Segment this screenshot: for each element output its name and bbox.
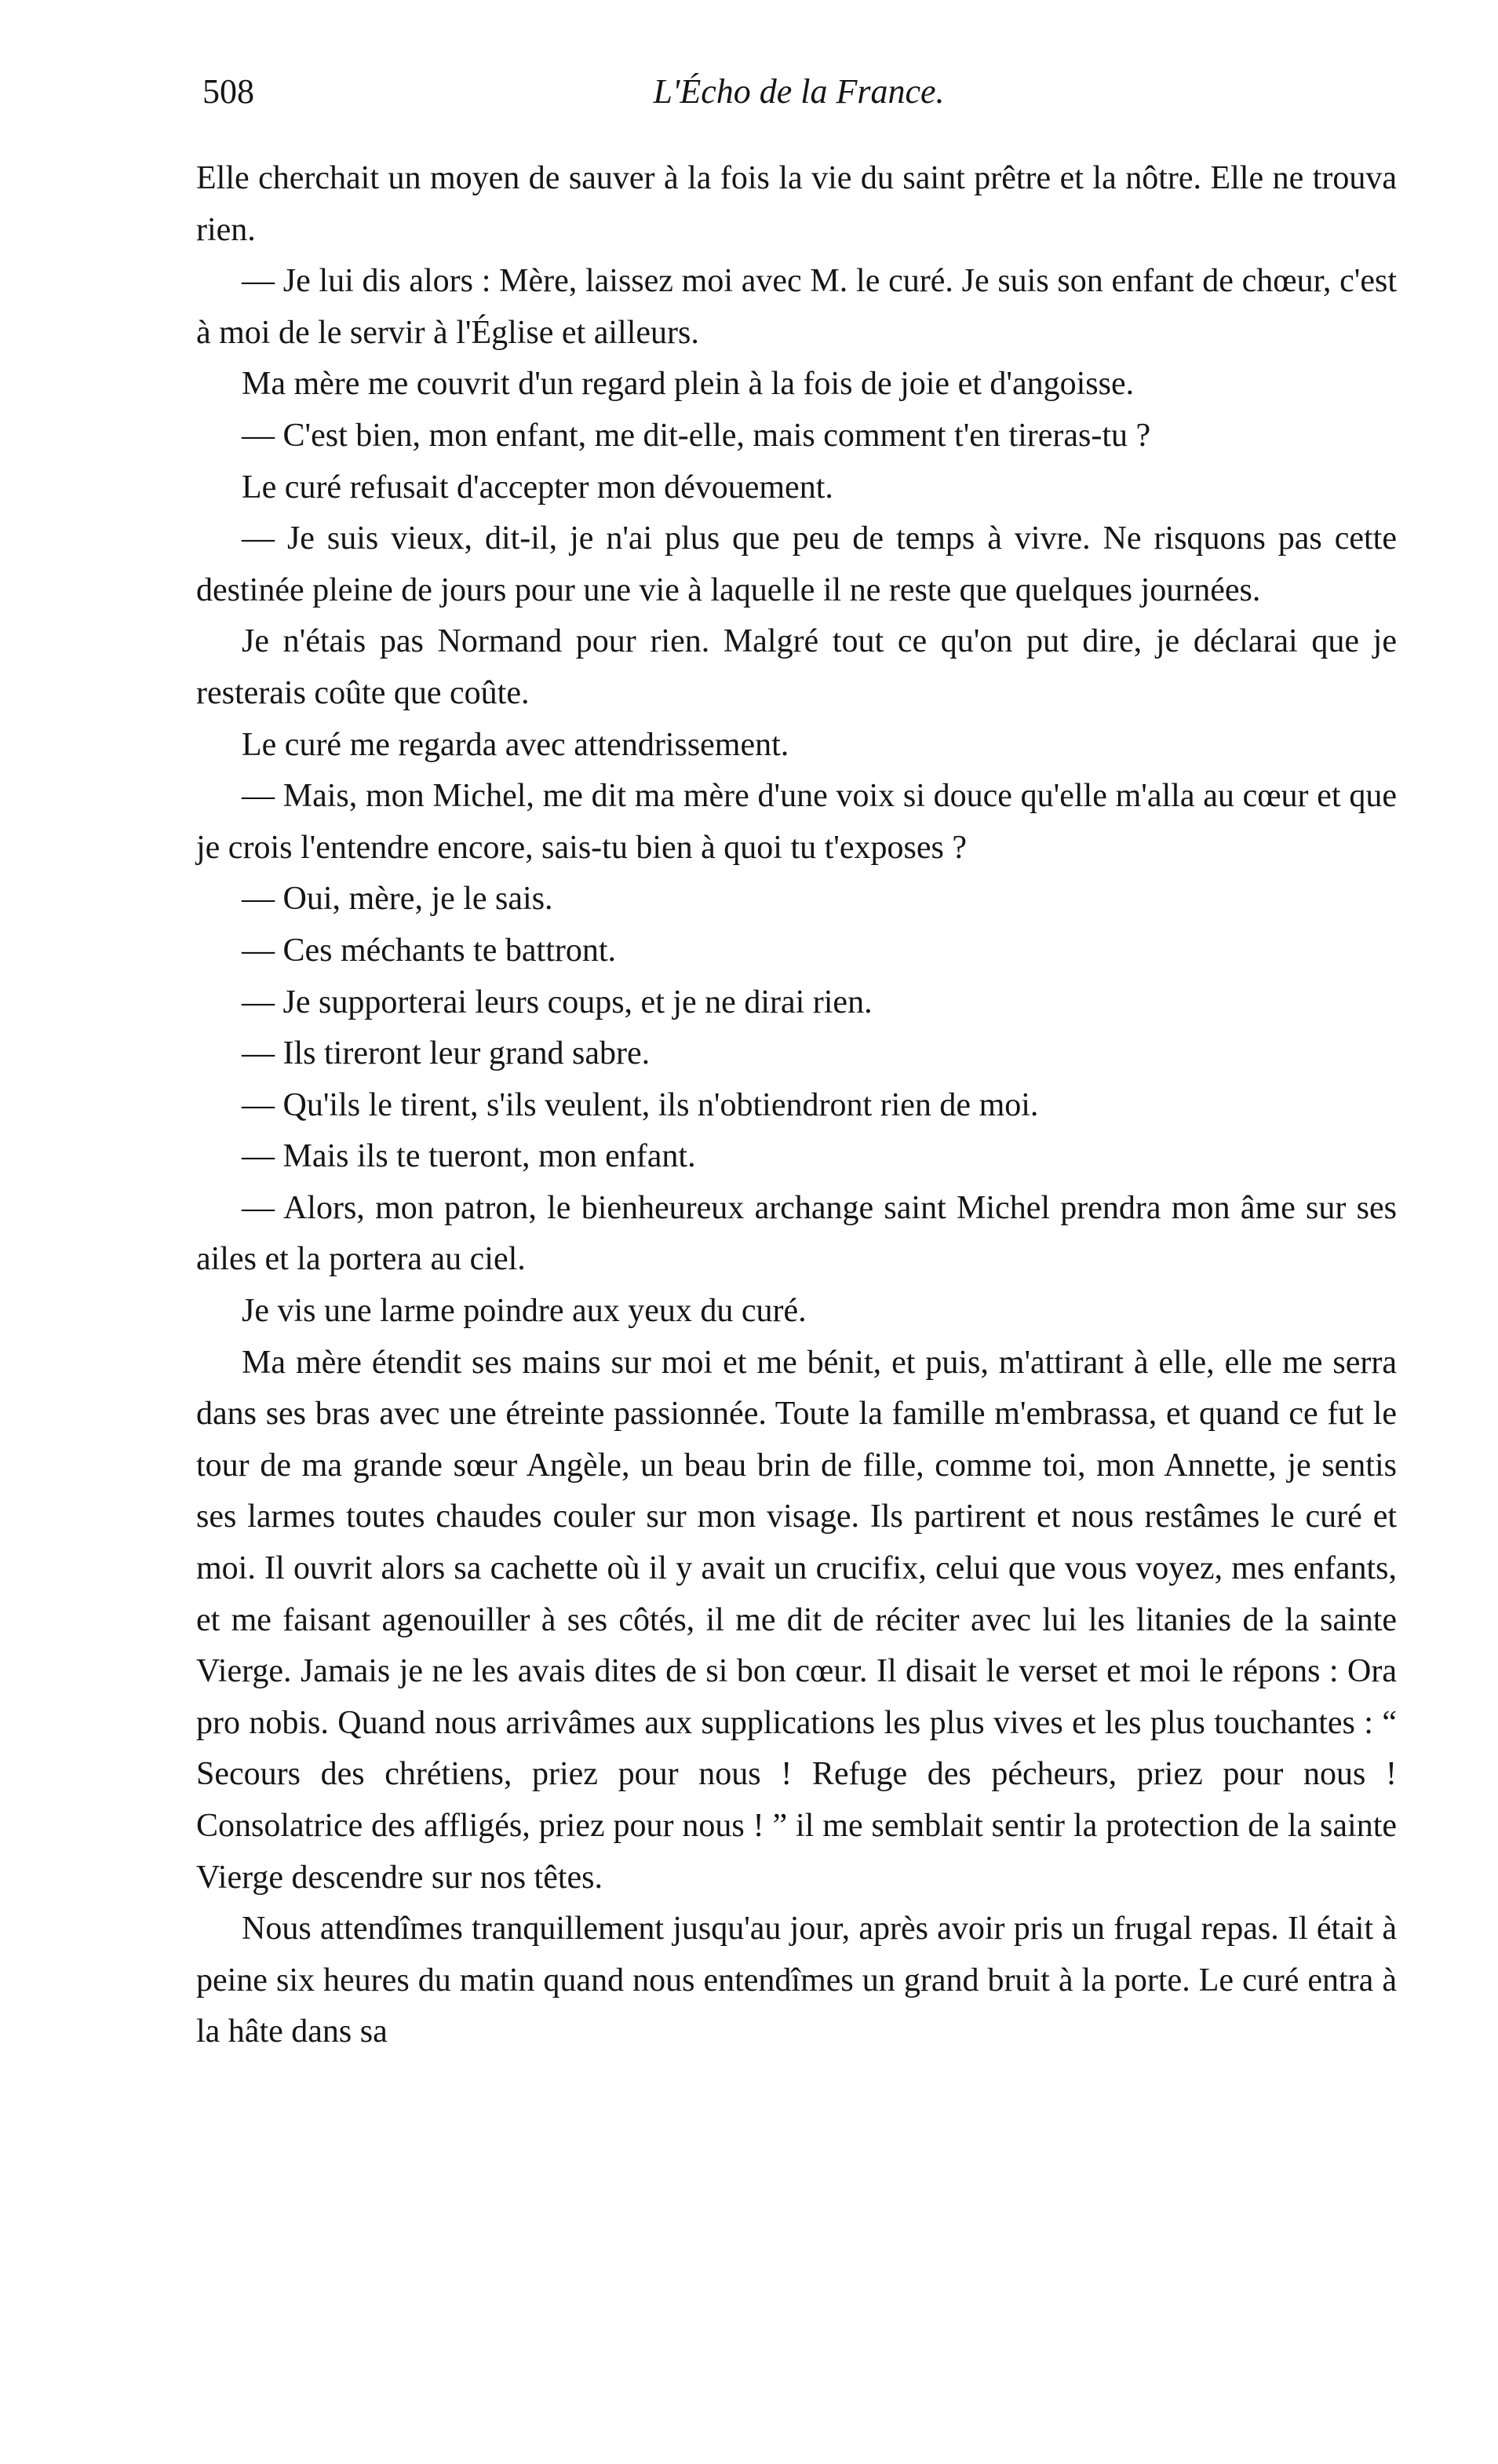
paragraph: — Ils tireront leur grand sabre.: [242, 1035, 651, 1072]
paragraph: — Mais, mon Michel, me dit ma mère d'une voix si douce qu'elle m'alla au cœur et que je crois l'entendre encore, sais-tu bien à quoi tu t'exposes ?: [196, 778, 1397, 866]
paragraph: Ma mère étendit ses mains sur moi et me bénit, et puis, m'attirant à elle, elle me serra dans ses bras avec une étreinte passionnée. Toute la famille m'embrassa, et quand ce fut le tour de ma grande sœur Angèle, un beau brin de fille, comme toi, mon Annette, je sentis ses larmes toutes chaudes couler sur mon visage. Ils partirent et nous restâmes le curé et moi. Il ouvrit alors sa cachette où il y avait un crucifix, celui que vous voyez, mes enfants, et me faisant agenouiller à ses côtés, il me dit de réciter avec lui les litanies de la sainte Vierge. Jamais je ne les avais dites de si bon cœur. Il disait le verset et moi le répons : Ora pro nobis. Quand nous arrivâmes aux supplications les plus vives et les plus touchantes : “ Secours des chrétiens, priez pour nous ! Refuge des pécheurs, priez pour nous ! Consolatrice des affligés, priez pour nous ! ” il me semblait sentir la protection de la sainte Vierge descendre sur nos têtes.: [196, 1344, 1397, 1896]
paragraph: — Mais ils te tueront, mon enfant.: [242, 1138, 696, 1175]
page-number: 508: [202, 72, 254, 111]
paragraph: — C'est bien, mon enfant, me dit-elle, mais comment t'en tireras-tu ?: [242, 417, 1151, 454]
paragraph: — Je lui dis alors : Mère, laissez moi avec M. le curé. Je suis son enfant de chœur, c'est à moi de le servir à l'Église et ailleurs.: [196, 263, 1397, 351]
body-text: [196, 153, 1397, 2058]
paragraph: Ma mère me couvrit d'un regard plein à la fois de joie et d'angoisse.: [242, 366, 1135, 403]
paragraph: — Ces méchants te battront.: [242, 932, 617, 969]
paragraph: Elle cherchait un moyen de sauver à la fois la vie du saint prêtre et la nôtre. Elle ne trouva rien.: [196, 160, 1397, 248]
paragraph: Je n'étais pas Normand pour rien. Malgré tout ce qu'on put dire, je déclarai que je resterais coûte que coûte.: [196, 623, 1397, 711]
paragraph: — Oui, mère, je le sais.: [242, 881, 553, 918]
paragraph: — Je supporterai leurs coups, et je ne dirai rien.: [242, 984, 873, 1020]
paragraph: Je vis une larme poindre aux yeux du curé.: [242, 1293, 807, 1330]
page-header: [195, 64, 1403, 119]
paragraph: — Alors, mon patron, le bienheureux archange saint Michel prendra mon âme sur ses ailes et la portera au ciel.: [196, 1189, 1397, 1278]
paragraph: Le curé me regarda avec attendrissement.: [242, 726, 789, 763]
paragraph: — Je suis vieux, dit-il, je n'ai plus que peu de temps à vivre. Ne risquons pas cette destinée pleine de jours pour une vie à laquelle il ne reste que quelques journées.: [196, 520, 1397, 608]
paragraph: Nous attendîmes tranquillement jusqu'au jour, après avoir pris un frugal repas. Il était à peine six heures du matin quand nous entendîmes un grand bruit à la porte. Le curé entra à la hâte dans sa: [196, 1911, 1397, 2050]
paragraph: — Qu'ils le tirent, s'ils veulent, ils n'obtiendront rien de moi.: [242, 1086, 1039, 1123]
paragraph: Le curé refusait d'accepter mon dévouement.: [242, 469, 833, 506]
running-title: L'Écho de la France.: [653, 72, 945, 111]
